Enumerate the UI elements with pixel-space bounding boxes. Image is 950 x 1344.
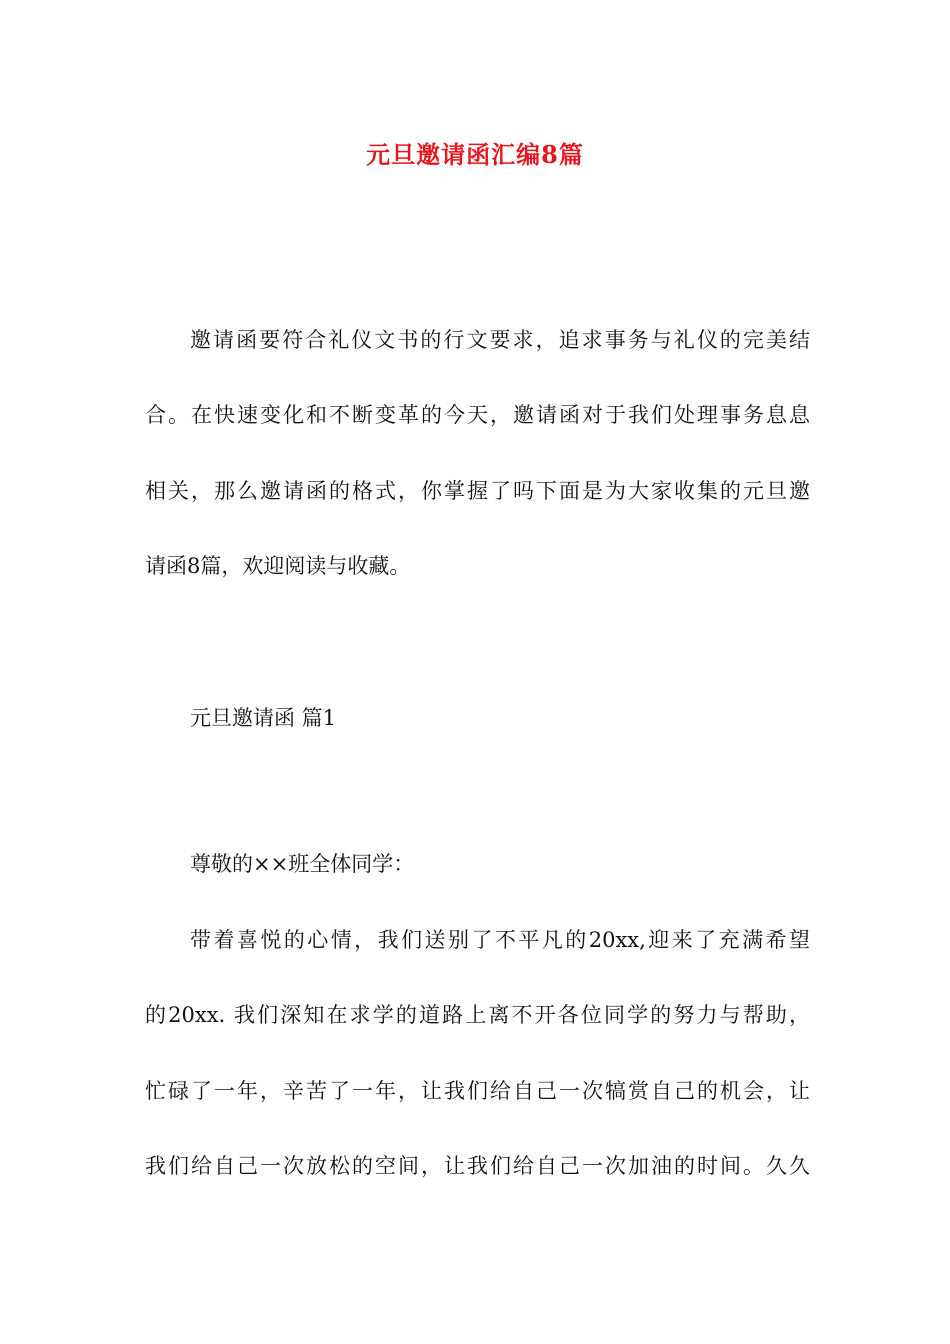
section-heading: 元旦邀请函 篇1: [190, 706, 337, 730]
body-line-2: 的20xx. 我们深知在求学的道路上离不开各位同学的努力与帮助，: [145, 1003, 810, 1027]
intro-line-3: 相关，那么邀请函的格式，你掌握了吗下面是为大家收集的元旦邀: [145, 479, 810, 503]
salutation: 尊敬的××班全体同学：: [190, 852, 415, 876]
intro-line-2: 合。在快速变化和不断变革的今天，邀请函对于我们处理事务息息: [145, 403, 810, 427]
body-line-1: 带着喜悦的心情，我们送别了不平凡的20xx,迎来了充满希望: [190, 928, 810, 952]
body-line-3: 忙碌了一年，辛苦了一年，让我们给自己一次犒赏自己的机会，让: [145, 1079, 810, 1103]
intro-line-1: 邀请函要符合礼仪文书的行文要求，追求事务与礼仪的完美结: [190, 328, 810, 352]
body-line-4: 我们给自己一次放松的空间，让我们给自己一次加油的时间。久久: [145, 1154, 810, 1178]
intro-line-4: 请函8篇，欢迎阅读与收藏。: [145, 554, 411, 578]
document-title: 元旦邀请函汇编8篇: [366, 140, 584, 169]
